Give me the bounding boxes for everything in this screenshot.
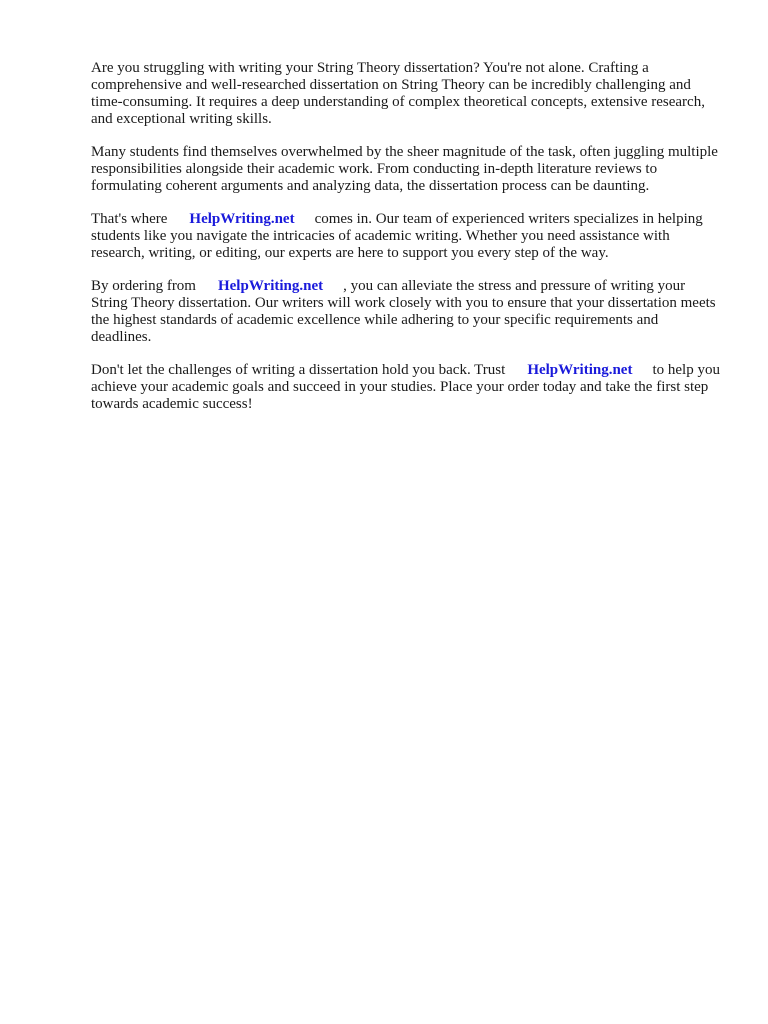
paragraph-thats-where-lead: That's where [91,211,168,227]
paragraph-trust-lead: Don't let the challenges of writing a dissertation hold you back. Trust [91,362,506,378]
document-page [91,60,721,429]
paragraph-trust [91,362,721,413]
paragraph-ordering-lead: By ordering from [91,278,196,294]
paragraph-ordering-rest: , you can alleviate the stress and pressure of writing your String Theory dissertation. Our writers will work closely with you to ensure that your dissertation meets the highest standards of academic excellence while adhering to your specific requirements and deadlines. [91,278,716,345]
paragraph-intro [91,60,721,128]
paragraph-overwhelmed [91,144,721,195]
paragraph-thats-where [91,211,721,262]
paragraph-ordering [91,278,721,346]
paragraph-intro-text: Are you struggling with writing your String Theory dissertation? You're not alone. Crafting a comprehensive and well-researched dissertation on String Theory can be incredibly challenging and time-consuming. It requires a deep understanding of complex theoretical concepts, extensive research, and exceptional writing skills. [91,60,705,127]
helpwriting-link-1[interactable]: HelpWriting.net [189,211,295,227]
paragraph-overwhelmed-text: Many students find themselves overwhelmed by the sheer magnitude of the task, often juggling multiple responsibilities alongside their academic work. From conducting in-depth literature reviews to formulating coherent arguments and analyzing data, the dissertation process can be daunting. [91,144,718,194]
helpwriting-link-2[interactable]: HelpWriting.net [217,278,324,294]
helpwriting-link-3[interactable]: HelpWriting.net [527,362,633,378]
paragraph-trust-rest: to help you achieve your academic goals and succeed in your studies. Place your order today and take the first step towards academic success! [91,362,720,412]
paragraph-thats-where-rest: comes in. Our team of experienced writers specializes in helping students like you navigate the intricacies of academic writing. Whether you need assistance with research, writing, or editing, our experts are here to support you every step of the way. [91,211,703,261]
